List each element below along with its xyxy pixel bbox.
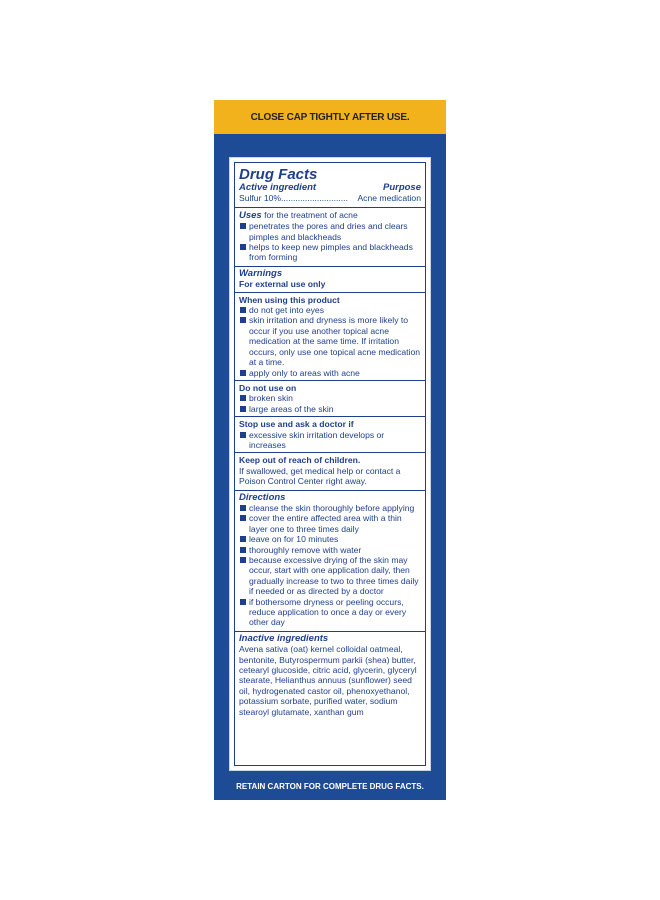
external-use-text: For external use only bbox=[239, 279, 326, 290]
list-item: because excessive drying of the skin may occur, start with one application daily, then gradually increase to two to three times daily if needed or as directed by a doctor bbox=[239, 555, 421, 597]
bullet-icon bbox=[240, 244, 246, 250]
keep-out-heading: Keep out of reach of children. bbox=[239, 455, 361, 466]
bullet-icon bbox=[240, 557, 246, 563]
do-not-use-subsection bbox=[235, 380, 425, 414]
bullet-icon bbox=[240, 599, 246, 605]
do-not-use-heading: Do not use on bbox=[239, 382, 297, 393]
bullet-icon bbox=[240, 370, 246, 376]
list-item: helps to keep new pimples and blackheads from forming bbox=[239, 242, 421, 263]
list-item: excessive skin irritation develops or increases bbox=[239, 430, 421, 451]
when-using-heading: When using this product bbox=[239, 294, 340, 305]
list-item: cleanse the skin thoroughly before applying bbox=[239, 503, 421, 513]
list-item: large areas of the skin bbox=[239, 404, 421, 414]
list-item: if bothersome dryness or peeling occurs, reduce application to once a day or every other day bbox=[239, 597, 421, 628]
purpose-label: Purpose bbox=[382, 182, 421, 193]
retain-carton-notice bbox=[214, 776, 446, 796]
uses-section bbox=[235, 208, 425, 267]
uses-intro: for the treatment of acne bbox=[261, 209, 358, 220]
drug-facts-title: Drug Facts bbox=[239, 166, 318, 183]
bullet-icon bbox=[240, 515, 246, 521]
stop-use-heading: Stop use and ask a doctor if bbox=[239, 419, 354, 430]
bullet-icon bbox=[240, 406, 246, 412]
retain-carton-text: RETAIN CARTON FOR COMPLETE DRUG FACTS. bbox=[236, 781, 424, 791]
product-label bbox=[214, 100, 446, 800]
list-item: leave on for 10 minutes bbox=[239, 534, 421, 544]
active-ingredient-value: Sulfur 10%............................ bbox=[239, 193, 348, 204]
warnings-section bbox=[235, 267, 425, 491]
bullet-icon bbox=[240, 223, 246, 229]
bullet-icon bbox=[240, 307, 246, 313]
active-ingredient-label: Active ingredient bbox=[239, 182, 317, 193]
list-item: broken skin bbox=[239, 393, 421, 403]
warnings-heading: Warnings bbox=[239, 267, 283, 279]
purpose-value: Acne medication bbox=[357, 193, 421, 204]
active-ingredient-section bbox=[235, 163, 425, 208]
directions-section bbox=[235, 491, 425, 632]
list-item: penetrates the pores and dries and clears pimples and blackheads bbox=[239, 221, 421, 242]
inactive-ingredients-text: Avena sativa (oat) kernel colloidal oatmeal, bentonite, Butyrospermum parkii (shea) butter, cetearyl glucoside, citric acid, glycerin, glyceryl stearate, Helianthus annuus (sunflower) seed oil, hydrogenated castor oil, phenoxyethanol, potassium sorbate, purified water, sodium stearoyl glutamate, xanthan gum bbox=[239, 644, 417, 717]
cap-notice-text: CLOSE CAP TIGHTLY AFTER USE. bbox=[250, 111, 410, 123]
list-item: do not get into eyes bbox=[239, 305, 421, 315]
list-item: apply only to areas with acne bbox=[239, 368, 421, 378]
cap-notice-band bbox=[214, 100, 446, 134]
keep-out-text: If swallowed, get medical help or contact a Poison Control Center right away. bbox=[239, 465, 401, 487]
bullet-icon bbox=[240, 536, 246, 542]
list-item: cover the entire affected area with a thin layer one to three times daily bbox=[239, 513, 421, 534]
when-using-subsection bbox=[235, 292, 425, 378]
inactive-ingredients-heading: Inactive ingredients bbox=[239, 632, 329, 644]
bullet-icon bbox=[240, 317, 246, 323]
list-item: thoroughly remove with water bbox=[239, 545, 421, 555]
drug-facts-box bbox=[234, 162, 426, 766]
bullet-icon bbox=[240, 432, 246, 438]
bullet-icon bbox=[240, 547, 246, 553]
stop-use-subsection bbox=[235, 416, 425, 450]
uses-heading: Uses bbox=[239, 209, 262, 221]
bullet-icon bbox=[240, 505, 246, 511]
inactive-ingredients-section bbox=[235, 632, 425, 720]
keep-out-subsection bbox=[235, 452, 425, 486]
list-item: skin irritation and dryness is more likely to occur if you use another topical acne medication at the same time. If irritation occurs, only use one topical acne medication at a time. bbox=[239, 315, 421, 367]
bullet-icon bbox=[240, 395, 246, 401]
directions-heading: Directions bbox=[239, 491, 286, 503]
drug-facts-panel bbox=[230, 158, 430, 770]
